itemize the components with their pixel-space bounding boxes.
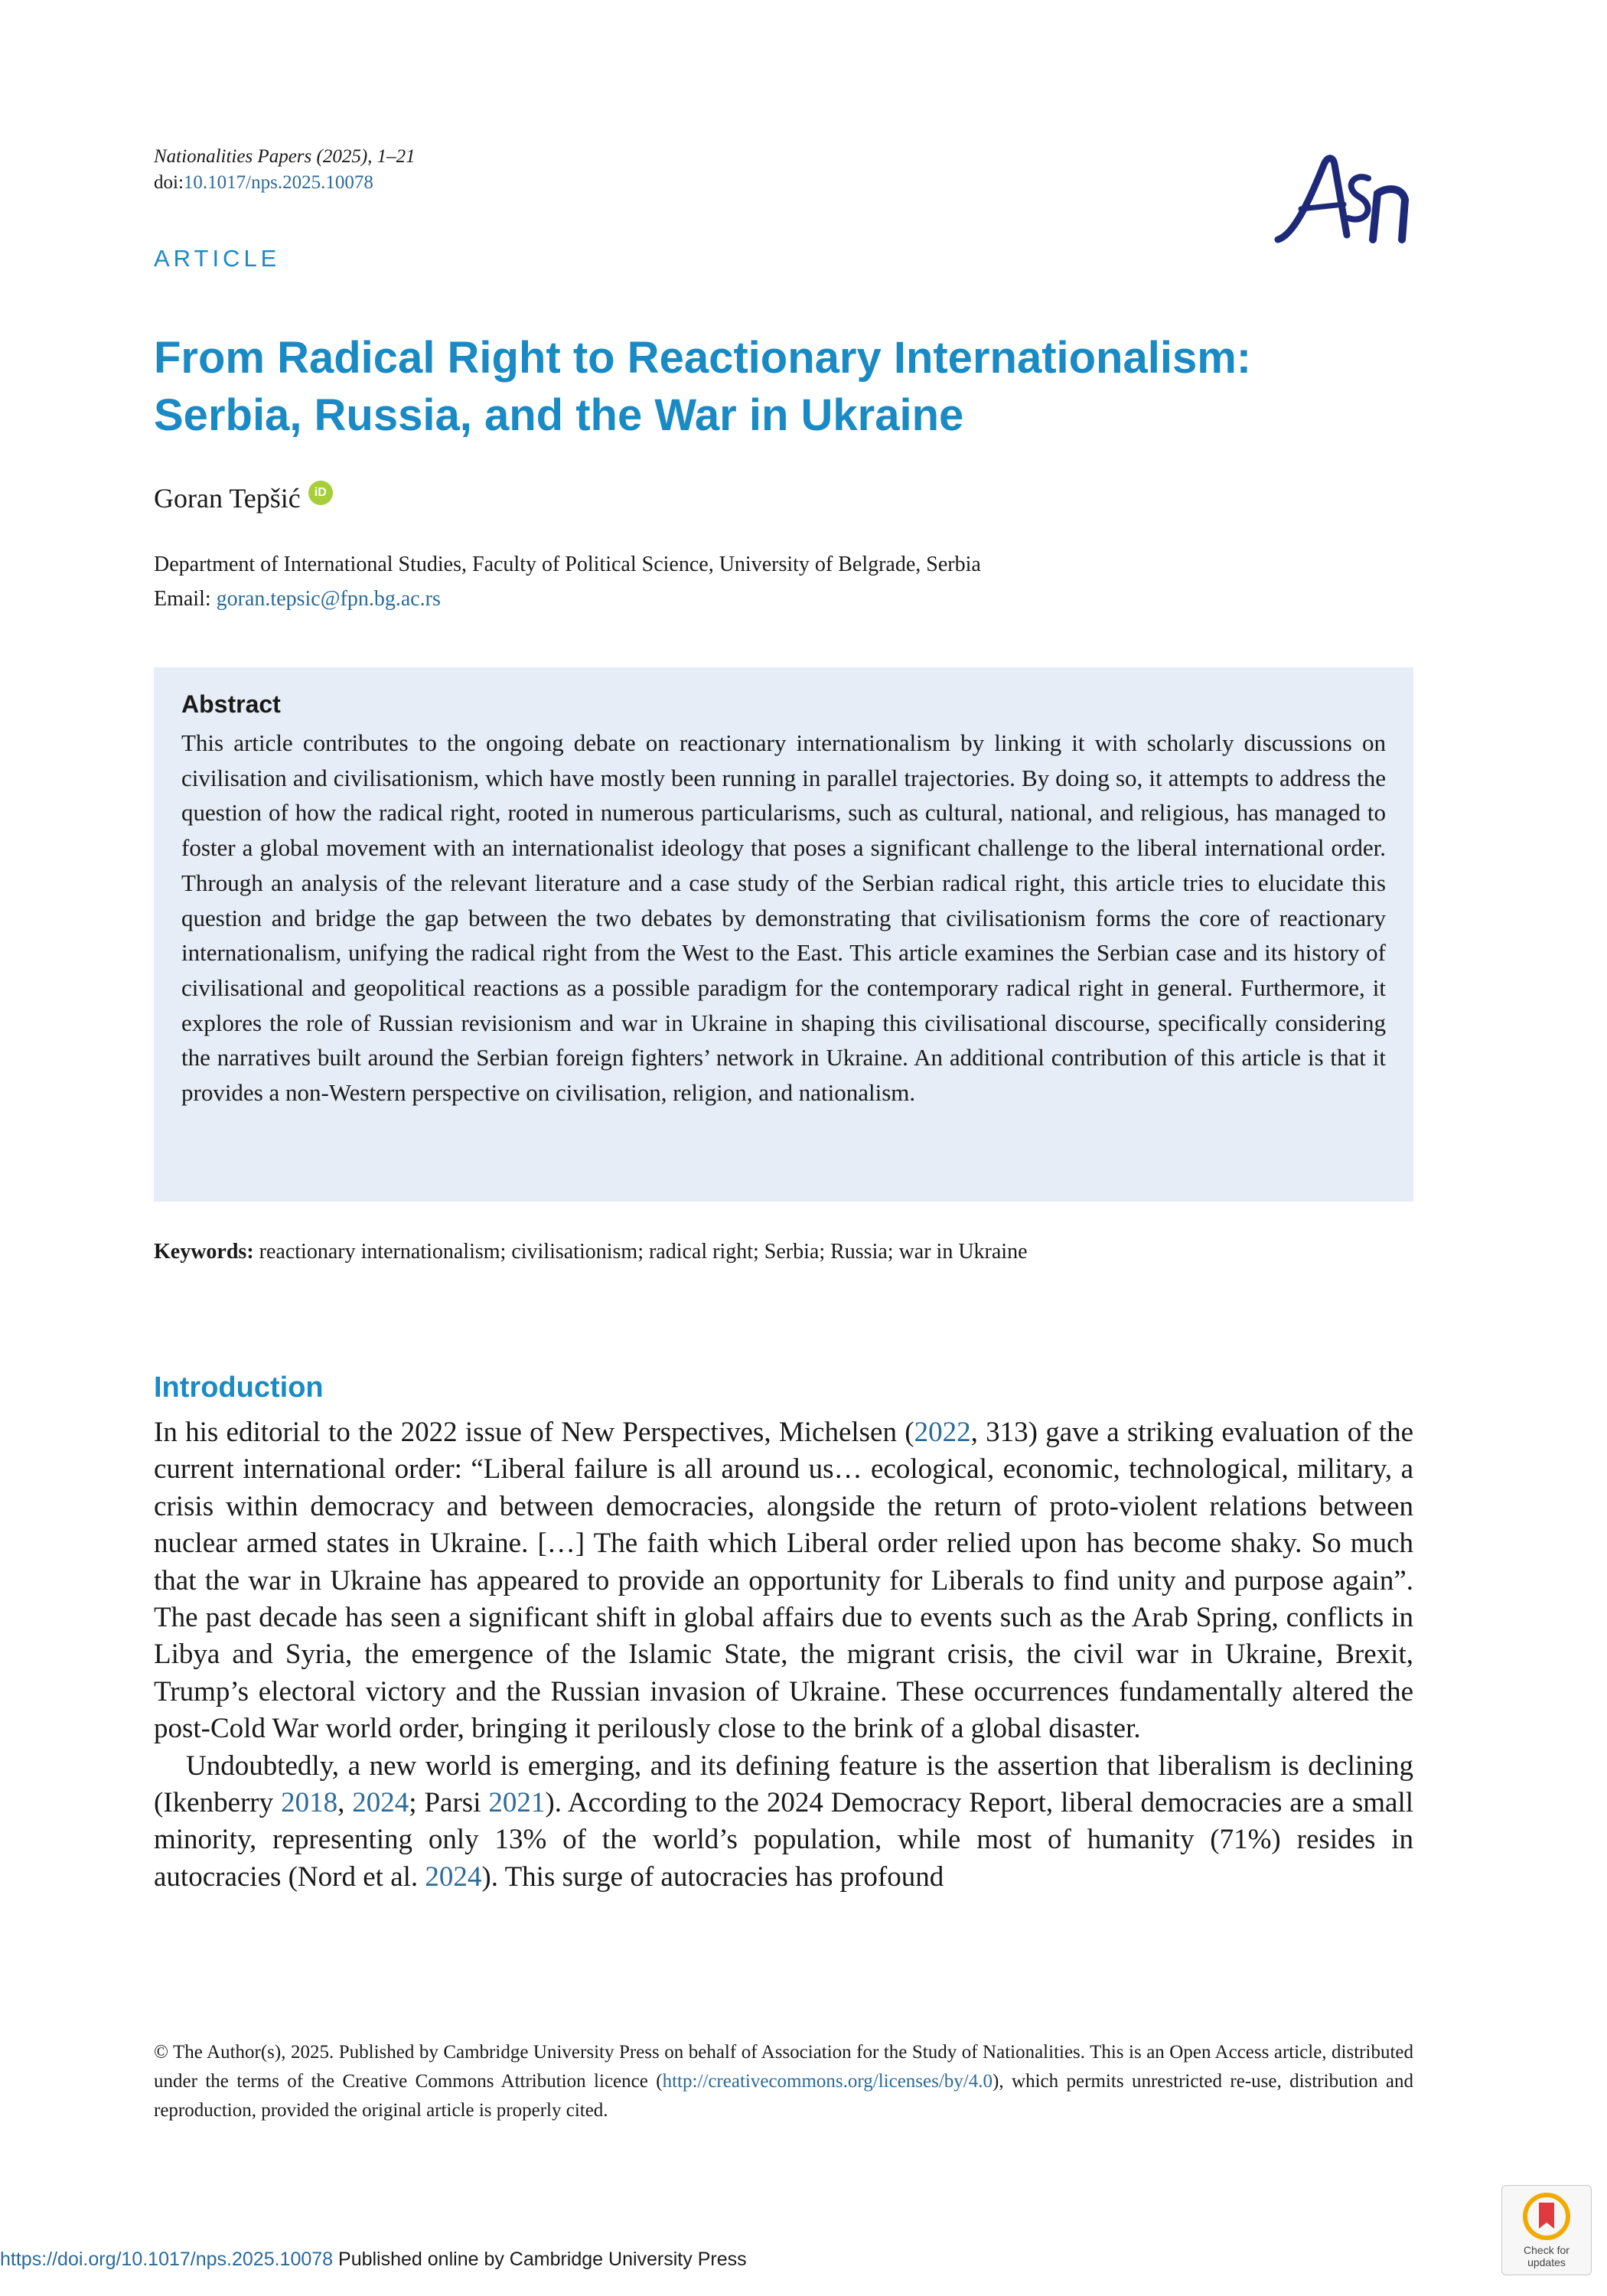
section-heading-introduction: Introduction xyxy=(154,1371,324,1404)
title-line-1: From Radical Right to Reactionary Internationalism: xyxy=(154,333,1252,383)
check-line-1: Check for xyxy=(1524,2244,1570,2256)
check-line-2: updates xyxy=(1527,2256,1566,2268)
paragraph-2 xyxy=(154,1748,1413,1896)
journal-citation: Nationalities Papers (2025), 1–21 xyxy=(154,146,416,167)
text-run: Undoubtedly, a new world is emerging, and its defining feature is the assertion that liberalism is declining (Ikenberry xyxy=(154,1750,1413,1819)
text-run: ), which permits unrestricted re-use, distribution and reproduction, provided the original article is properly cited. xyxy=(154,2071,1413,2121)
text-run: © The Author(s), 2025. Published by Cambridge University Press on behalf of Association for the Study of Nationalities. This is an Open Access article, distributed under the terms of the Creative Commons Attribution licence ( xyxy=(154,2042,1413,2092)
title-line-2: Serbia, Russia, and the War in Ukraine xyxy=(154,390,964,440)
text-run: In his editorial to the 2022 issue of New Perspectives, Michelsen ( xyxy=(154,1417,914,1448)
affiliation-block xyxy=(154,547,981,616)
citation-link[interactable]: 2024 xyxy=(352,1787,409,1819)
check-for-updates-label xyxy=(1502,2244,1591,2268)
body-text xyxy=(154,1414,1413,1896)
text-run: , xyxy=(337,1787,353,1819)
check-for-updates-button[interactable] xyxy=(1501,2185,1592,2275)
affiliation: Department of International Studies, Faculty of Political Science, University of Belgrade, Serbia xyxy=(154,553,981,576)
abstract-text: This article contributes to the ongoing debate on reactionary internationalism by linking it with scholarly discussions on civilisation and civilisationism, which have mostly been running in parallel trajectories. By doing so, it attempts to address the question of how the radical right, rooted in numerous particularisms, such as cultural, national, and religious, has managed to foster a global movement with an internationalist ideology that poses a significant challenge to the liberal international order. Through an analysis of the relevant literature and a case study of the Serbian radical right, this article tries to elucidate this question and bridge the gap between the two debates by demonstrating that civilisationism forms the core of reactionary internationalism, unifying the radical right from the West to the East. This article examines the Serbian case and its history of civilisational and geopolitical reactions as a possible paradigm for the contemporary radical right in general. Furthermore, it explores the role of Russian revisionism and war in Ukraine in shaping this civilisational discourse, specifically considering the narratives built around the Serbian foreign fighters’ network in Ukraine. An additional contribution of this article is that it provides a non-Western perspective on civilisation, religion, and nationalism. xyxy=(181,729,1386,1107)
journal-header xyxy=(154,144,416,196)
citation-link[interactable]: 2022 xyxy=(914,1417,971,1448)
article-title xyxy=(154,329,1439,444)
keywords-line xyxy=(154,1237,1028,1267)
email-link[interactable]: goran.tepsic@fpn.bg.ac.rs xyxy=(216,587,441,611)
orcid-icon[interactable]: iD xyxy=(308,481,333,505)
keywords-label: Keywords: xyxy=(154,1240,254,1264)
license-notice xyxy=(154,2038,1413,2125)
asn-logo xyxy=(1270,149,1420,245)
article-type: ARTICLE xyxy=(154,245,281,272)
page-footer xyxy=(0,2248,747,2271)
abstract-heading: Abstract xyxy=(181,690,281,718)
citation-link[interactable]: 2024 xyxy=(425,1861,482,1893)
footer-doi-link[interactable]: https://doi.org/10.1017/nps.2025.10078 xyxy=(0,2249,334,2270)
text-run: ). According to the 2024 Democracy Report, liberal democracies are a small minority, representing only 13% of the world’s population, while most of humanity (71%) resides in autocracies (Nord et al. xyxy=(154,1787,1413,1893)
license-url-link[interactable]: http://creativecommons.org/licenses/by/4.0 xyxy=(662,2071,993,2092)
citation-link[interactable]: 2018 xyxy=(281,1787,338,1819)
text-run: ). This surge of autocracies has profound xyxy=(481,1861,944,1893)
text-run: ; Parsi xyxy=(409,1787,489,1819)
bookmark-icon xyxy=(1502,2186,1591,2244)
doi-label: doi: xyxy=(154,172,184,193)
author xyxy=(154,479,333,517)
paragraph-1 xyxy=(154,1414,1413,1748)
citation-link[interactable]: 2021 xyxy=(488,1787,546,1819)
doi-line xyxy=(154,170,416,196)
author-name[interactable]: Goran Tepšić xyxy=(154,483,301,514)
text-run: , 313) gave a striking evaluation of the current international order: “Liberal failure is all around us… ecological, economic, technological, military, a crisis within democracy and between democracies, alongside the return of proto-violent relations between nuclear armed states in Ukraine. […] The faith which Liberal order relied upon has become shaky. So much that the war in Ukraine has appeared to provide an opportunity for Liberals to find unity and purpose again”. The past decade has seen a significant shift in global affairs due to events such as the Arab Spring, conflicts in Libya and Syria, the emergence of the Islamic State, the migrant crisis, the civil war in Ukraine, Brexit, Trump’s electoral victory and the Russian invasion of Ukraine. These occurrences fundamentally altered the post-Cold War world order, bringing it perilously close to the brink of a global disaster. xyxy=(154,1417,1414,1745)
email-line xyxy=(154,582,981,616)
doi-link[interactable]: 10.1017/nps.2025.10078 xyxy=(183,172,373,193)
email-label: Email: xyxy=(154,587,217,611)
keywords-list: reactionary internationalism; civilisationism; radical right; Serbia; Russia; war in Ukraine xyxy=(259,1240,1028,1264)
footer-published: Published online by Cambridge University Press xyxy=(333,2249,747,2270)
